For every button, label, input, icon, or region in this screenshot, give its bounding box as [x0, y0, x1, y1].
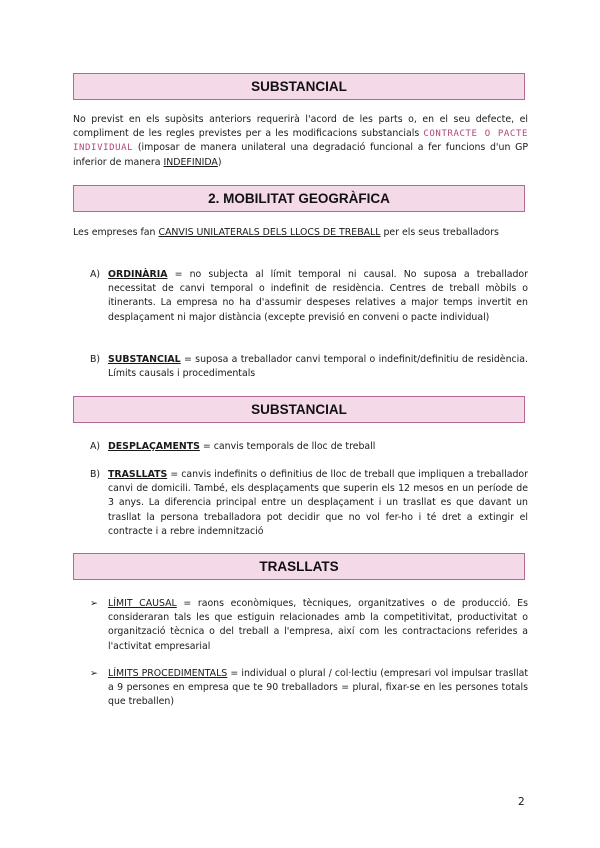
- term: SUBSTANCIAL: [108, 354, 181, 365]
- section-heading-trasllats: [73, 553, 525, 580]
- definition: = raons econòmiques, tècniques, organitzatives o de producció. Es consideraran tals les que estiguin relacionades amb la competitivitat, productivitat o organització tècnica o del treball a l'empresa, així com les contractacions referides a l'activitat empresarial: [108, 598, 528, 652]
- list-marker: B): [90, 469, 101, 480]
- definition: = individual o plural / col·lectiu (empresari vol impulsar trasllat a 9 persones en empresa que te 90 treballadors = plural, fixar-se en les persones totals que treballen): [108, 668, 528, 708]
- definition: = canvis indefinits o definitius de lloc de treball que impliquen a treballador canvi de domicili. També, els desplaçaments que superin els 12 mesos en un període de 3 anys. La diferencia principal entre un desplaçament i un trasllat es que davant un trasllat la persona treballadora pot decidir que no vol fer-ho i té dret a extingir el contracte i a rebre indemnització: [108, 469, 528, 537]
- section-heading-mobilitat: [73, 185, 525, 212]
- term: LÍMITS PROCEDIMENTALS: [108, 668, 228, 679]
- underlined-text: CANVIS UNILATERALS DELS LLOCS DE TREBALL: [158, 227, 381, 238]
- text: per els seus treballadors: [380, 227, 499, 238]
- paragraph-mobilitat: [73, 226, 528, 240]
- list-marker: A): [90, 269, 101, 280]
- text: ): [217, 156, 222, 168]
- highlight-text: CONTRACTE O PACTE INDIVIDUAL: [73, 129, 528, 154]
- list-item-trasllats: [90, 468, 528, 539]
- list-item-limit-causal: [90, 597, 528, 654]
- heading-text: TRASLLATS: [259, 559, 339, 574]
- text: (imposar de manera unilateral una degradació funcional a fer funcions d'un GP inferior de manera: [73, 142, 528, 168]
- arrow-bullet-icon: ➢: [90, 668, 98, 679]
- section-heading-substancial: [73, 73, 525, 100]
- definition: = no subjecta al límit temporal ni causal. No suposa a treballador necessitat de canvi temporal o indefinit de residència. Centres de treball mòbils o itinerants. La empresa no ha d'assumir despeses relatives a major temps invertit en desplaçament ni major distància (excepte previsió en conveni o pacte individual): [108, 269, 528, 323]
- definition: = suposa a treballador canvi temporal o indefinit/definitiu de residència. Límits causals i procedimentals: [108, 354, 528, 380]
- term: LÍMIT CAUSAL: [108, 598, 177, 609]
- list-item-ordinaria: [90, 268, 528, 325]
- list-marker: B): [90, 354, 101, 365]
- list-item-substancial: [90, 353, 528, 381]
- term: TRASLLATS: [108, 469, 168, 480]
- text: No previst en els supòsits anteriors requerirà l'acord de les parts o, en el seu defecte, el compliment de les regles previstes per a les modificacions substancials: [73, 114, 528, 140]
- page-number: 2: [518, 796, 525, 808]
- list-item-desplacaments: [90, 440, 528, 454]
- section-heading-substancial-2: [73, 396, 525, 423]
- heading-text: SUBSTANCIAL: [251, 79, 347, 94]
- term: ORDINÀRIA: [108, 269, 168, 280]
- list-marker: A): [90, 441, 101, 452]
- underlined-text: INDEFINIDA: [163, 156, 218, 168]
- definition: = canvis temporals de lloc de treball: [199, 441, 376, 452]
- heading-text: SUBSTANCIAL: [251, 402, 347, 417]
- term: DESPLAÇAMENTS: [108, 441, 200, 452]
- heading-text: 2. MOBILITAT GEOGRÀFICA: [208, 191, 390, 206]
- arrow-bullet-icon: ➢: [90, 598, 98, 609]
- list-item-limits-procedimentals: [90, 667, 528, 710]
- text: Les empreses fan: [73, 227, 159, 238]
- paragraph-substancial: [73, 113, 528, 170]
